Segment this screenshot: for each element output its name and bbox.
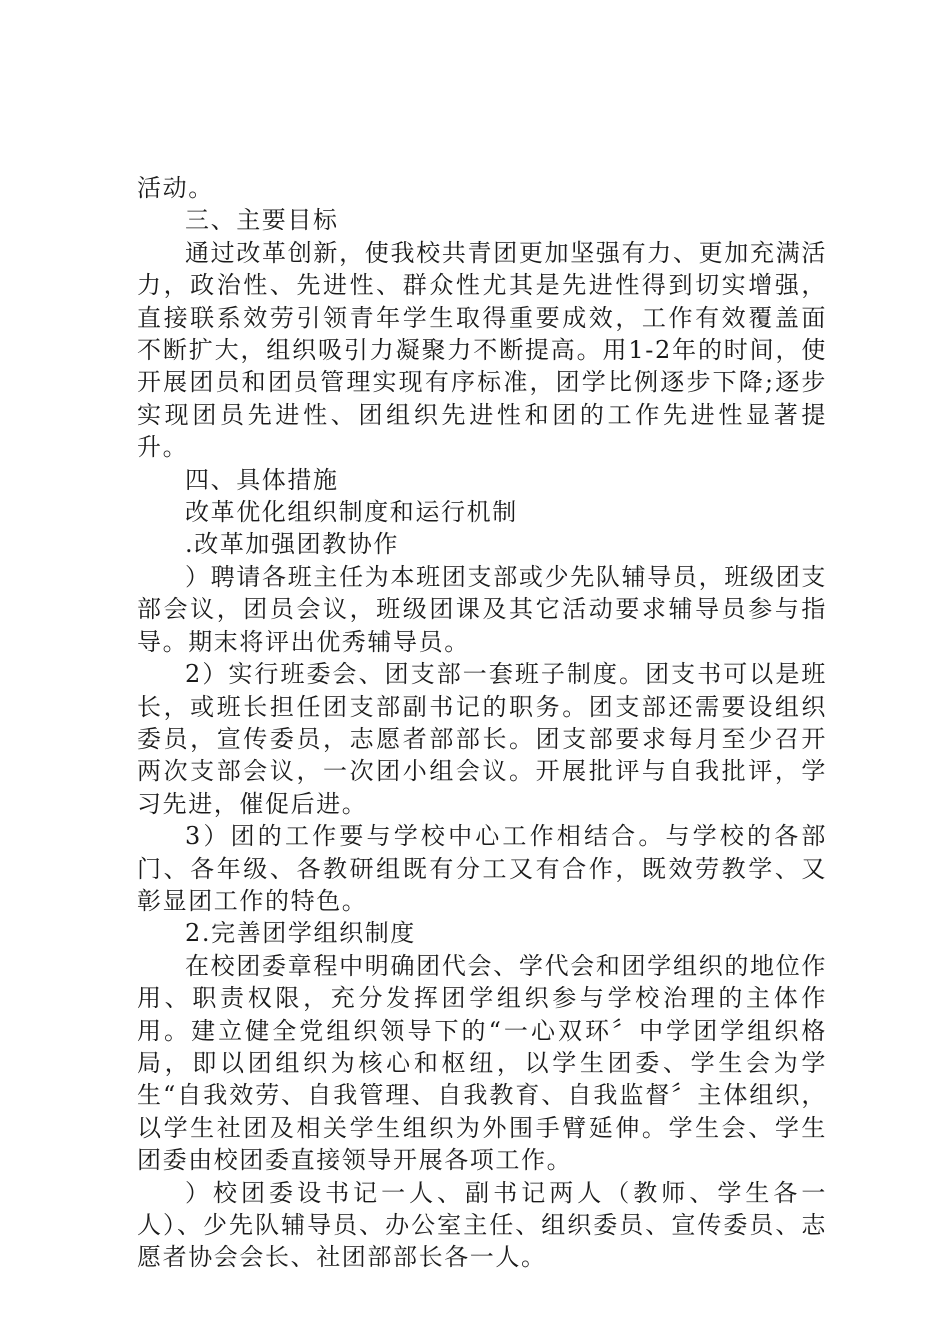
- heading-measures: 四、具体措施: [185, 465, 339, 494]
- paragraph-item-3: 3）团的工作要与学校中心工作相结合。与学校的各部门、各年级、各教研组既有分工又有合作，既效劳教学、又彰显团工作的特色。: [137, 822, 827, 915]
- subheading-cooperation: .改革加强团教协作: [185, 530, 400, 559]
- paragraph-continuation: 活动。: [137, 174, 214, 202]
- paragraph-goals: 通过改革创新，使我校共青团更加坚强有力、更加充满活力，政治性、先进性、群众性尤其是先进性得到切实增强，直接联系效劳引领青年学生取得重要成效，工作有效覆盖面不断扩大，组织吸引力凝聚力不断提高。用1-2年的时间，使开展团员和团员管理实现有序标准，团学比例逐步下降;逐步实现团员先进性、团组织先进性和团的工作先进性显著提升。: [137, 238, 827, 462]
- paragraph-org-system: 在校团委章程中明确团代会、学代会和团学组织的地位作用、职责权限，充分发挥团学组织参与学校治理的主体作用。建立健全党组织领导下的“一心双环〞中学团学组织格局，即以团组织为核心和枢纽，以学生团委、学生会为学生“自我效劳、自我管理、自我教育、自我监督〞主体组织，以学生社团及相关学生组织为外围手臂延伸。学生会、学生团委由校团委直接领导开展各项工作。: [137, 951, 827, 1175]
- subheading-org-system: 2.完善团学组织制度: [185, 919, 416, 948]
- document-body: [137, 172, 827, 1274]
- subheading-org-reform: 改革优化组织制度和运行机制: [185, 498, 518, 527]
- paragraph-committee: ）校团委设书记一人、副书记两人（教师、学生各一人）、少先队辅导员、办公室主任、组织委员、宣传委员、志愿者协会会长、社团部部长各一人。: [137, 1178, 827, 1272]
- paragraph-item-2: 2）实行班委会、团支部一套班子制度。团支书可以是班长，或班长担任团支部副书记的职务。团支部还需要设组织委员，宣传委员，志愿者部部长。团支部要求每月至少召开两次支部会议，一次团小组会议。开展批评与自我批评，学习先进，催促后进。: [137, 660, 827, 818]
- paragraph-item-1: ）聘请各班主任为本班团支部或少先队辅导员，班级团支部会议，团员会议，班级团课及其它活动要求辅导员参与指导。期末将评出优秀辅导员。: [137, 562, 827, 656]
- heading-main-goals: 三、主要目标: [185, 206, 339, 235]
